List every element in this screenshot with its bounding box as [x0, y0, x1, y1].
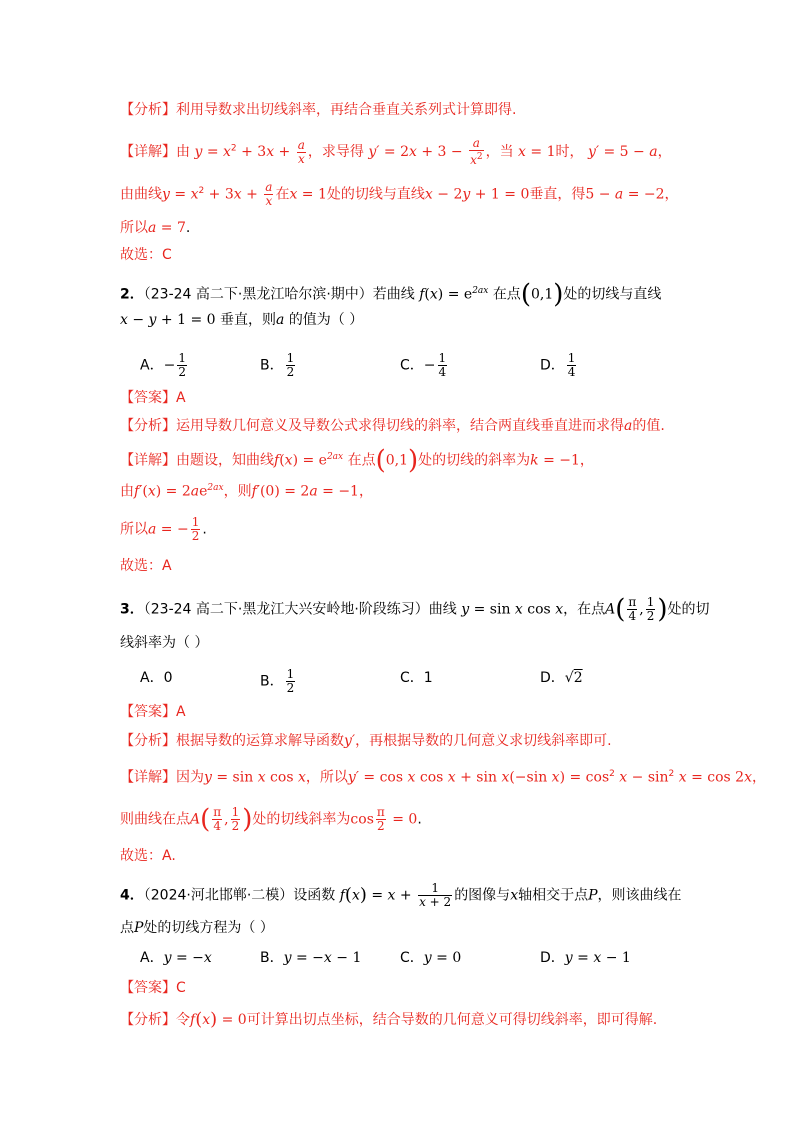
q4-option-b: B．y = −x − 1 [260, 950, 362, 966]
q2-analysis: 【分析】运用导数几何意义及导数公式求得切线的斜率，结合两直线垂直进而求得a的值. [120, 418, 665, 434]
q4-option-c: C．y = 0 [400, 950, 462, 966]
q2-option-a: A．− $\frac{1}{2}$ [140, 351, 186, 379]
q1-analysis: 【分析】利用导数求出切线斜率，再结合垂直关系列式计算即得. [120, 102, 517, 118]
q4-option-d: D．y = x − 1 [540, 950, 631, 966]
q1-choice: 故选：C [120, 247, 172, 263]
q2-option-c: C．− $\frac{1}{4}$ [400, 351, 447, 379]
q3-analysis: 【分析】根据导数的运算求解导函数y′，再根据导数的几何意义求切线斜率即可. [120, 733, 612, 749]
detail-tag: 【详解】 [120, 144, 176, 160]
q3-stem-line-1: 3．（23-24 高二下·黑龙江大兴安岭地·阶段练习）曲线 y = sin x cos x，在点A( $\frac{\pi}{4}$ , $\frac{1}{2}$ )处的切 [120, 594, 710, 625]
question-source: （23-24 高二下·黑龙江哈尔滨·期中） [143, 286, 373, 303]
q4-option-a: A．y = −x [140, 950, 212, 966]
q2-option-d: D． $\frac{1}{4}$ [540, 351, 576, 379]
q4-analysis: 【分析】令f(x) = 0可计算出切点坐标，结合导数的几何意义可得切线斜率，即可得解. [120, 1009, 658, 1030]
q3-option-a: A．0 [140, 670, 173, 686]
q2-stem-line-2: x − y + 1 = 0 垂直，则a 的值为（ ） [120, 312, 364, 328]
q3-option-d: D．√2 [540, 670, 583, 686]
q3-answer: 【答案】A [120, 704, 186, 720]
q1-detail-line-3: 所以a = 7. [120, 220, 191, 236]
analysis-tag: 【分析】 [120, 102, 176, 118]
q2-detail-line-3: 所以a = − $\frac{1}{2}$ . [120, 515, 207, 543]
q1-detail-line-2: 由曲线$y = x^2 + 3x$ + $\frac{a}{x}$ 在x = 1处的切线与直线x − 2y + 1 = 0垂直，得5 − a = −2， [120, 180, 679, 209]
q1-detail-line-1: 【详解】由 $y = x^2 + 3x$ + $\frac{a}{x}$ ，求导得 y′ = 2x + 3 − $\frac{a}{x^2}$ ，当 x = 1时， y′ = 5 − a， [120, 136, 672, 167]
q3-stem-line-2: 线斜率为（ ） [120, 635, 209, 651]
q4-stem-line-2: 点P处的切线方程为（ ） [120, 920, 274, 936]
question-number: 2． [120, 286, 144, 303]
q2-detail-line-2: 由$f'(x) = 2ae^{2ax}$，则f′(0) = 2a = −1， [120, 483, 373, 500]
q3-detail-line-2: 则曲线在点A( $\frac{\pi}{4}$ , $\frac{1}{2}$ )处的切线斜率为cos $\frac{\pi}{2}$ = 0. [120, 804, 422, 835]
q2-option-b: B． $\frac{1}{2}$ [260, 351, 295, 379]
q3-option-b: B． $\frac{1}{2}$ [260, 667, 295, 695]
q2-detail-line-1: 【详解】由题设，知曲线$f(x) = e^{2ax}$ 在点(0,1)处的切线的斜率为k = −1， [120, 445, 594, 476]
q3-detail-line-1: 【详解】因为y = sin x cos x，所以y′ = cos x cos x + sin x(−sin $x) = \cos^2 x - \sin^2 x = \cos 2x$， [120, 769, 766, 786]
q2-answer: 【答案】A [120, 390, 186, 406]
q3-option-c: C．1 [400, 670, 433, 686]
q3-choice: 故选：A. [120, 848, 176, 864]
q2-choice: 故选：A [120, 558, 172, 574]
q2-stem-line-1: 2．（23-24 高二下·黑龙江哈尔滨·期中）若曲线 $f(x) = e^{2ax}$ 在点(0,1)处的切线与直线 [120, 279, 662, 310]
q4-answer: 【答案】C [120, 980, 186, 996]
q4-stem-line-1: 4．（2024·河北邯郸·二模）设函数 f(x) = x + $\frac{1}{x + 2}$ 的图像与x轴相交于点P，则该曲线在 [120, 881, 682, 909]
